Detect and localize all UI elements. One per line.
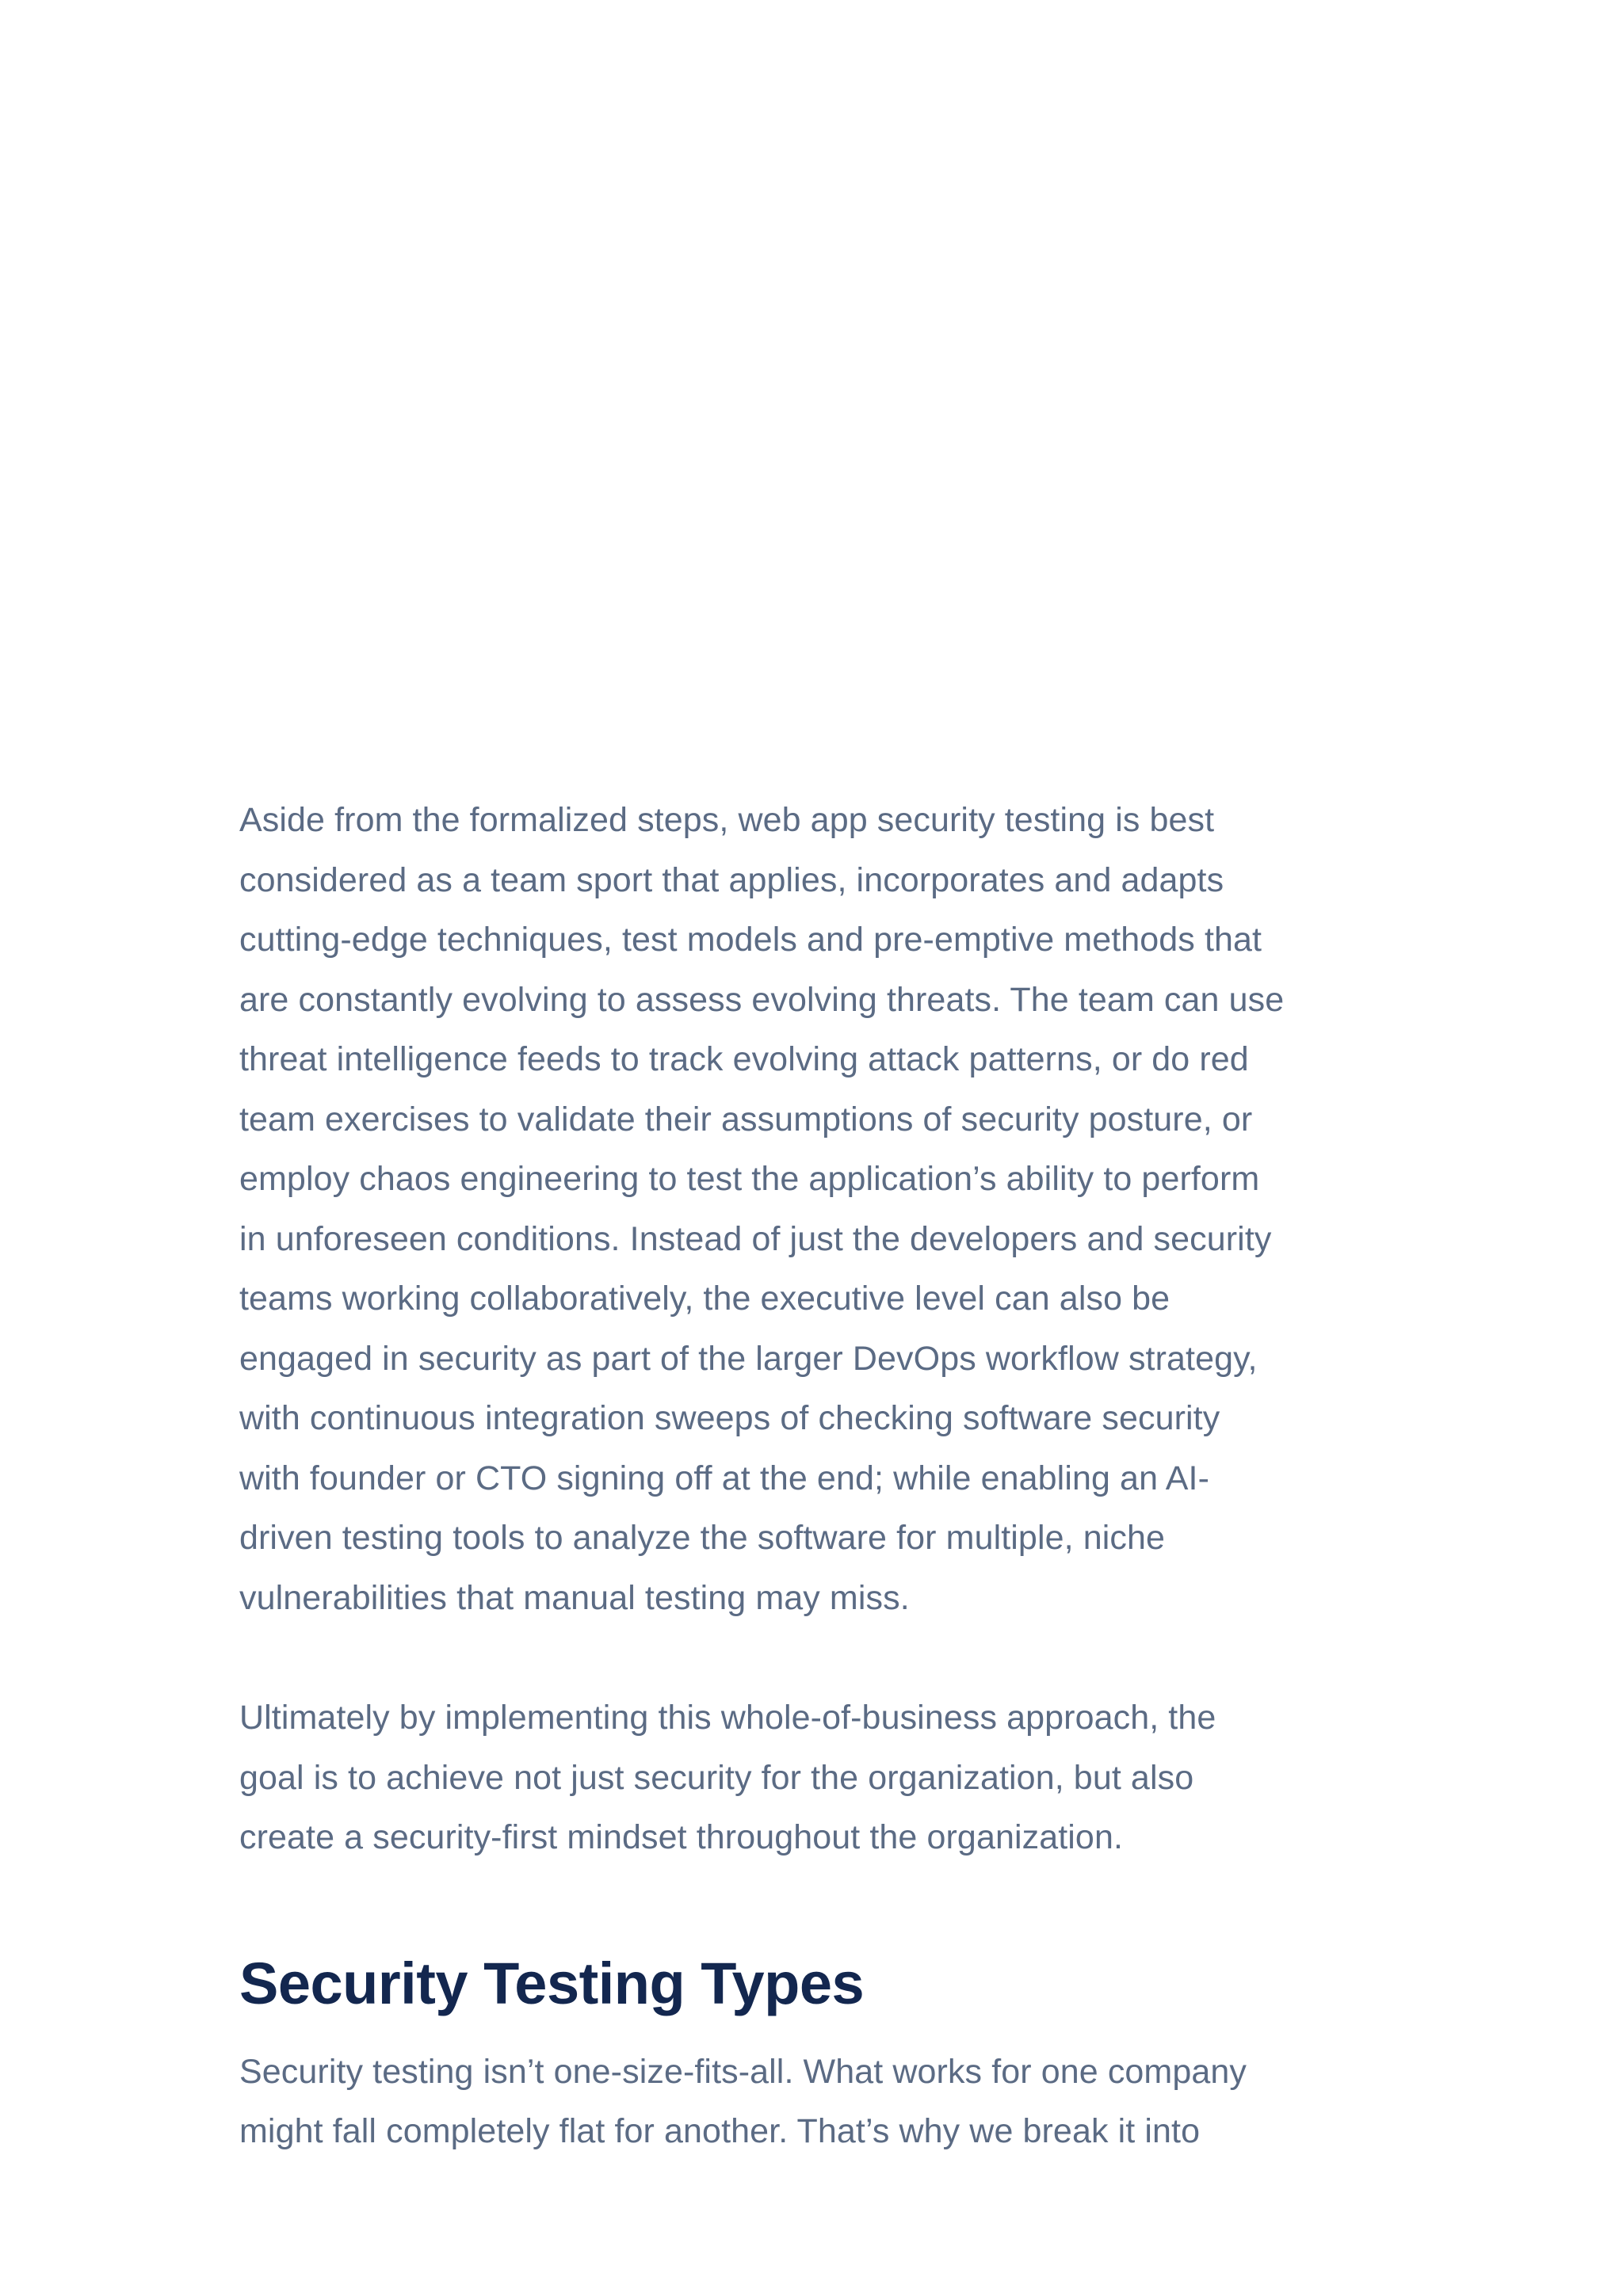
paragraph-whole-of-business: Ultimately by implementing this whole-of-business approach, the goal is to achieve not just security for the organization, but also create a security-first mindset throughout the organization. — [239, 1699, 1216, 1856]
article-body — [239, 791, 1444, 2162]
paragraph-section-intro: Security testing isn’t one-size-fits-all. What works for one company might fall completely flat for another. That’s why we break it into — [239, 2052, 1247, 2150]
paragraph-team-sport: Aside from the formalized steps, web app security testing is best considered as a team sport that applies, incorporates and adapts cutting-edge techniques, test models and pre-emptive methods that are constantly evolving to assess evolving threats. The team can use threat intelligence feeds to track evolving attack patterns, or do red team exercises to validate their assumptions of security posture, or employ chaos engineering to test the application’s ability to perform in unforeseen conditions. Instead of just the developers and security teams working collaboratively, the executive level can also be engaged in security as part of the larger DevOps workflow strategy, with continuous integration sweeps of checking software security with founder or CTO signing off at the end; while enabling an AI- driven testing tools to analyze the software for multiple, niche vulnerabilities that manual testing may miss. — [239, 801, 1285, 1617]
section-heading: Security Testing Types — [239, 1950, 865, 2016]
